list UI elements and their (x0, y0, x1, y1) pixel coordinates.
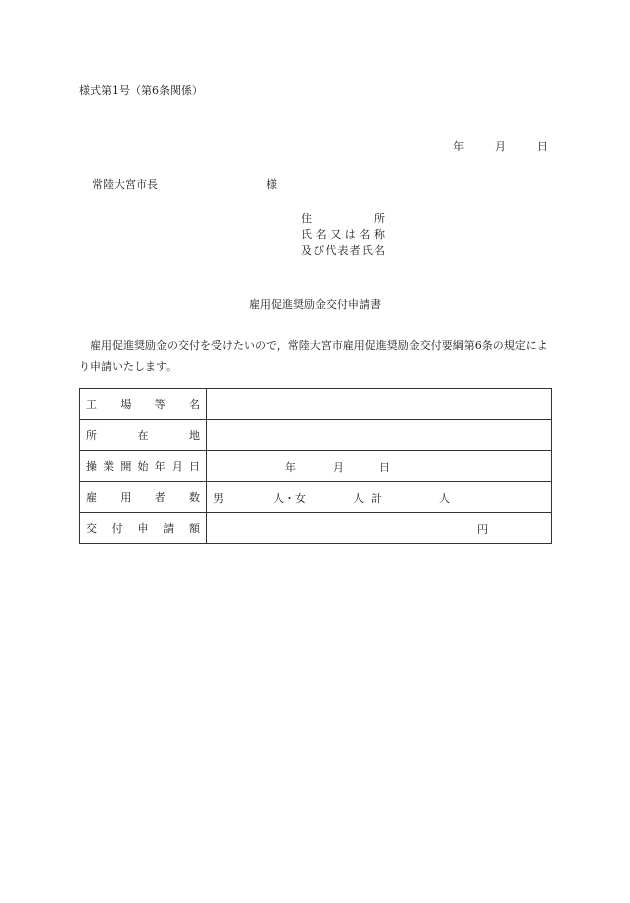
body-text: 雇用促進奨励金の交付を受けたいので，常陸大宮市雇用促進奨励金交付要綱第6条の規定により申請いたします。 (79, 339, 548, 373)
total-unit: 人 (439, 492, 450, 505)
employee-count-field[interactable] (207, 482, 552, 513)
start-date-field[interactable] (207, 451, 552, 482)
table-row (80, 451, 552, 482)
table-row (80, 482, 552, 513)
row-label-location: 所在地 (80, 420, 207, 451)
form-number: 様式第1号（第6条関係） (79, 84, 203, 97)
addressee: 常陸大宮市長 (92, 178, 158, 191)
start-date-day: 日 (379, 461, 390, 474)
male-unit: 人・女 (273, 492, 306, 505)
start-date-month: 月 (333, 461, 344, 474)
date-day: 日 (537, 140, 548, 153)
amount-field[interactable] (207, 513, 552, 544)
amount-unit: 円 (477, 523, 488, 536)
factory-name-field[interactable] (207, 389, 552, 420)
applicant-address-label: 住所 (301, 212, 385, 225)
row-label-amount: 交付申請額 (80, 513, 207, 544)
start-date-year: 年 (285, 461, 296, 474)
table-row (80, 389, 552, 420)
applicant-block (301, 211, 385, 259)
location-field[interactable] (207, 420, 552, 451)
application-table (79, 388, 552, 544)
date-year: 年 (453, 140, 464, 153)
table-row (80, 420, 552, 451)
row-label-employee-count: 雇用者数 (80, 482, 207, 513)
document-title: 雇用促進奨励金交付申請書 (249, 298, 381, 311)
row-label-factory-name: 工場等名 (80, 389, 207, 420)
male-label: 男 (213, 492, 224, 505)
female-unit: 人 (353, 492, 364, 505)
applicant-name-label: 氏名又は名称 (301, 228, 385, 241)
applicant-representative-label: 及び代表者氏名 (301, 244, 385, 257)
table-row (80, 513, 552, 544)
date-line (453, 138, 548, 154)
row-label-start-date: 操業開始年月日 (80, 451, 207, 482)
total-label: 計 (371, 492, 382, 505)
honorific: 様 (266, 178, 277, 191)
date-month: 月 (495, 140, 506, 153)
